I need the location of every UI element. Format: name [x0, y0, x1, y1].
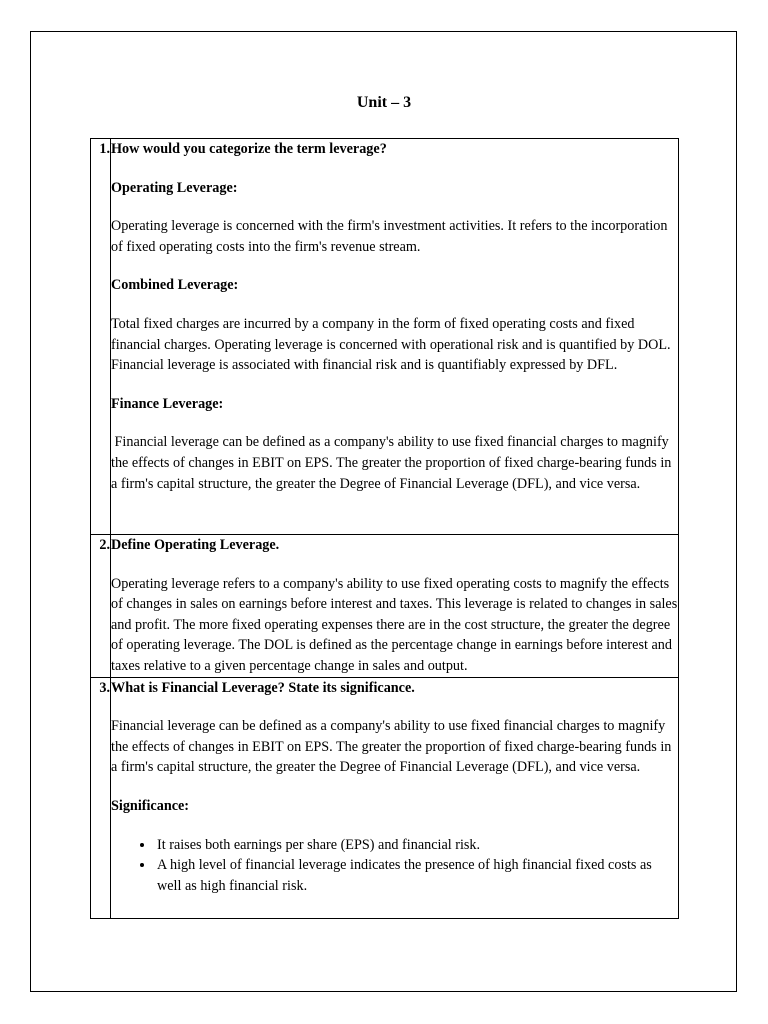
question-number: 2. — [91, 535, 111, 678]
section-text: Total fixed charges are incurred by a company in the form of fixed operating costs and fixed financial charges. Operating leverage is concerned with operational risk and is quantified by DOL. Financial leverage is associated with financial risk and is quantifiably expressed by DFL. — [111, 315, 671, 374]
section-text: Operating leverage is concerned with the firm's investment activities. It refers to the incorporation of fixed operating costs into the firm's revenue stream. — [111, 218, 668, 255]
page-title: Unit – 3 — [356, 94, 412, 111]
significance-heading: Significance: — [111, 797, 190, 814]
question-number: 1. — [91, 139, 111, 535]
list-item: • A high level of financial leverage indicates the presence of high financial fixed costs as well as high financial risk. — [155, 855, 678, 896]
answer-text: Financial leverage can be defined as a company's ability to use fixed financial charges to magnify the effects of changes in EBIT on EPS. The greater the proportion of fixed charge-bearing funds in a firm's capital structure, the greater the Degree of Financial Leverage (DFL), and vice versa. — [111, 718, 672, 776]
question-cell — [111, 535, 679, 678]
section-heading: Combined Leverage: — [111, 277, 239, 294]
question-number: 3. — [91, 677, 111, 918]
question-text: What is Financial Leverage? State its significance. — [111, 679, 415, 696]
significance-list — [111, 835, 678, 897]
section-heading: Finance Leverage: — [111, 395, 224, 412]
question-text: Define Operating Leverage. — [111, 537, 280, 553]
table-row — [91, 677, 679, 918]
question-cell — [111, 139, 679, 535]
table-row — [91, 535, 679, 678]
qa-table — [90, 138, 679, 919]
section-text: Financial leverage can be defined as a company's ability to use fixed financial charges to magnify the effects of changes in EBIT on EPS. The greater the proportion of fixed charge-bearing funds in a firm's capital structure, the greater the Degree of Financial Leverage (DFL), and vice versa. — [111, 434, 675, 492]
section-heading: Operating Leverage: — [111, 179, 238, 196]
answer-text: Operating leverage refers to a company's ability to use fixed operating costs to magnify the effects of changes in sales on earnings before interest and taxes. This leverage is related to changes in sales and profit. The more fixed operating expenses there are in the cost structure, the greater the degree of operating leverage. The DOL is defined as the percentage change in earnings before interest and taxes relative to a given percentage change in sales and output. — [111, 575, 678, 674]
question-text: How would you categorize the term leverage? — [111, 141, 387, 157]
table-row — [91, 139, 679, 535]
question-cell — [111, 677, 679, 918]
list-item: • It raises both earnings per share (EPS) and financial risk. — [155, 835, 678, 856]
